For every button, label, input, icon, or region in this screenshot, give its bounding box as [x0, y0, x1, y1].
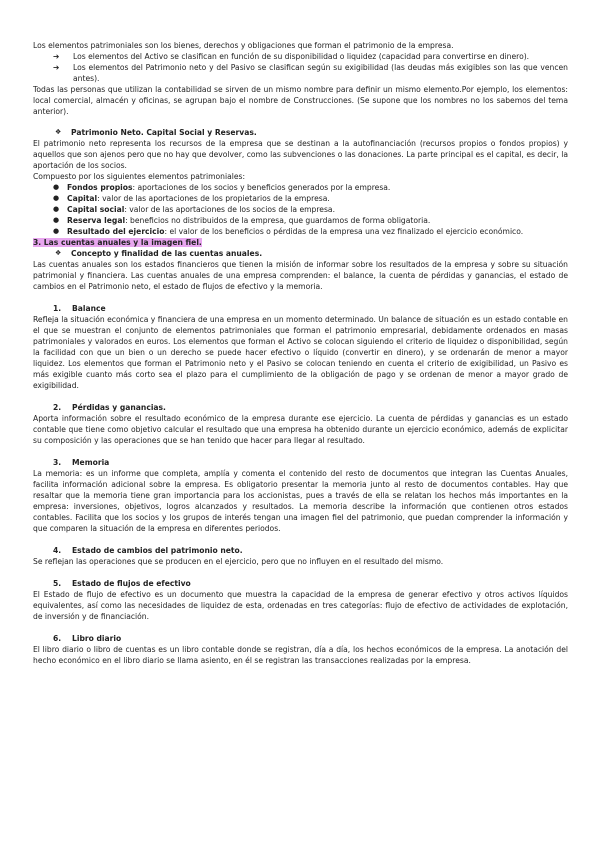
bullet-icon: ●	[53, 205, 60, 213]
section-heading-cambios: 4. Estado de cambios del patrimonio neto.	[53, 546, 243, 555]
bullet-icon: ●	[53, 216, 60, 224]
intro-paragraph: Los elementos patrimoniales son los bienes, derechos y obligaciones que forman el patrimonio de la empresa.	[33, 41, 454, 50]
arrow-icon: ➔	[53, 52, 60, 61]
list-item: ➔ Los elementos del Patrimonio neto y del Pasivo se clasifican según su exigibilidad (las deudas más exigibles son las que vencen antes).	[53, 63, 568, 83]
list-item: ● Capital: valor de las aportaciones de los propietarios de la empresa.	[53, 194, 330, 203]
bullet-icon: ●	[53, 194, 60, 202]
section-heading-perdidas: 2. Pérdidas y ganancias.	[53, 403, 166, 412]
list-item: ● Fondos propios: aportaciones de los socios y beneficios generados por la empresa.	[53, 183, 391, 192]
section-3-heading: 3. Las cuentas anuales y la imagen fiel.	[33, 238, 202, 247]
patrimonio-paragraph: El patrimonio neto representa los recursos de la empresa que se destinan a la autofinanciación (recursos propios o fondos propios) y aquellos que son ajenos pero que no hay que devolver, como las subvenciones o las donaciones. La parte principal es el capital, es decir, la aportación de los socios.	[33, 139, 568, 170]
section-3-subheading: ❖ Concepto y finalidad de las cuentas anuales.	[55, 249, 263, 258]
section-heading-memoria: 3. Memoria	[53, 458, 110, 467]
section-text-perdidas: Aporta información sobre el resultado económico de la empresa durante ese ejercicio. La cuenta de pérdidas y ganancias es un estado contable que tiene como objetivo calcular el resultado que una empresa ha obtenido durante un ejercicio económico, además de explicitar su composición y las operaciones que se han tenido que hacer para llegar al resultado.	[33, 414, 568, 445]
intro-paragraph-2: Todas las personas que utilizan la contabilidad se sirven de un mismo nombre para definir un mismo elemento.Por ejemplo, los elementos: local comercial, almacén y oficinas, se agrupan bajo el nombre de Construcciones. (Se supone que los nombres no los sabemos del tema anterior).	[33, 85, 568, 116]
section-text-balance: Refleja la situación económica y financiera de una empresa en un momento determinado. Un balance de situación es un estado contable en el que se muestran el conjunto de elementos patrimoniales que forman el patrimonio empresarial, debidamente ordenados en masas patrimoniales y valorados en euros. Los elementos que forman el Activo se colocan siguiendo el criterio de liquidez o disponibilidad, según la facilidad con que un bien o un derecho se puede hacer efectivo o líquido (convertir en dinero), y se ordenarán de menor a mayor liquidez. Los elementos que forman el Patrimonio neto y el Pasivo se colocan teniendo en cuenta el criterio de exigibilidad, un Pasivo es más exigible cuanto más corto sea el plazo para el cumplimiento de la obligación de pago y se ordenan de menor a mayor grado de exigibilidad.	[33, 315, 568, 390]
list-item: ● Capital social: valor de las aportaciones de los socios de la empresa.	[53, 205, 335, 214]
section-text-cambios: Se reflejan las operaciones que se producen en el ejercicio, pero que no influyen en el resultado del mismo.	[33, 557, 444, 566]
patrimonio-list	[33, 182, 568, 237]
diamond-bullet-icon: ❖	[55, 249, 62, 257]
arrow-icon: ➔	[53, 63, 60, 72]
list-item: ● Resultado del ejercicio: el valor de los beneficios o pérdidas de la empresa una vez finalizado el ejercicio económico.	[53, 227, 524, 236]
section-text-libro-diario: El libro diario o libro de cuentas es un libro contable donde se registran, día a día, los hechos económicos de la empresa. La anotación del hecho económico en el libro diario se llama asiento, en él se registran las transacciones realizadas por la empresa.	[33, 645, 568, 665]
section-text-memoria: La memoria: es un informe que completa, amplía y comenta el contenido del resto de documentos que integran las Cuentas Anuales, facilita información adicional sobre la empresa. Es obligatorio presentar la memoria junto al resto de documentos contables. Hay que resaltar que la memoria tiene gran importancia para los accionistas, pues a través de ella se relatan los hechos más importantes en la empresa: inversiones, objetivos, logros alcanzados y resultados. La memoria describe la información que contienen otros estados contables. Facilita que los socios y los grupos de interés tengan una imagen fiel del patrimonio, que puedan comprender la información y que comparen la situación de la empresa en diferentes periodos.	[33, 469, 568, 533]
section-heading-balance: 1. Balance	[53, 304, 106, 313]
section-heading-libro-diario: 6. Libro diario	[53, 634, 122, 643]
diamond-bullet-icon: ❖	[55, 128, 62, 136]
arrow-list	[33, 51, 568, 84]
section-text-flujos: El Estado de flujo de efectivo es un documento que muestra la capacidad de la empresa de generar efectivo y otros activos líquidos equivalentes, así como las necesidades de liquidez de esta, ordenadas en tres categorías: flujo de efectivo de actividades de explotación, de inversión y de financiación.	[33, 590, 568, 621]
patrimonio-heading: ❖ Patrimonio Neto. Capital Social y Reservas.	[55, 128, 257, 137]
list-item: ➔ Los elementos del Activo se clasifican en función de su disponibilidad o liquidez (capacidad para convertirse en dinero).	[53, 52, 530, 61]
bullet-icon: ●	[53, 183, 60, 191]
patrimonio-intro: Compuesto por los siguientes elementos patrimoniales:	[33, 172, 246, 181]
section-3-paragraph: Las cuentas anuales son los estados financieros que tienen la misión de informar sobre los resultados de la empresa y sobre su situación patrimonial y financiera. Las cuentas anuales de una empresa comprenden: el balance, la cuenta de pérdidas y ganancias, el estado de cambios en el Patrimonio neto, el estado de flujos de efectivo y la memoria.	[33, 260, 568, 291]
section-heading-flujos: 5. Estado de flujos de efectivo	[53, 579, 191, 588]
list-item: ● Reserva legal: beneficios no distribuidos de la empresa, que guardamos de forma obligatoria.	[53, 216, 431, 225]
bullet-icon: ●	[53, 227, 60, 235]
